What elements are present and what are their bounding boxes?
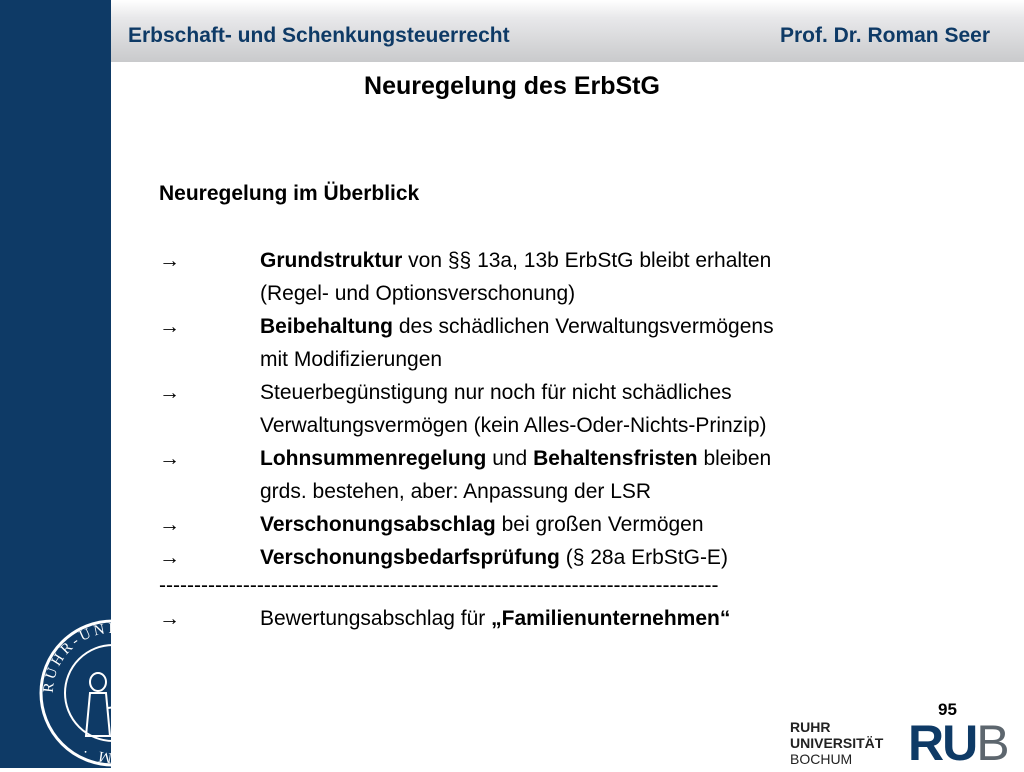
university-seal-icon bbox=[38, 618, 188, 768]
item-bold: Grundstruktur bbox=[260, 249, 403, 272]
item-text: und bbox=[486, 447, 534, 470]
arrow-icon: → bbox=[159, 513, 180, 536]
wordmark-line: UNIVERSITÄT bbox=[790, 735, 884, 751]
item-line2: grds. bestehen, aber: Anpassung der LSR bbox=[260, 480, 652, 503]
arrow-icon: → bbox=[159, 249, 180, 272]
item-bold: Lohnsummenregelung bbox=[260, 447, 487, 470]
item-line2: (Regel- und Optionsverschonung) bbox=[260, 282, 576, 305]
item-text: bleiben bbox=[697, 447, 772, 470]
item-bold: Verschonungsabschlag bbox=[260, 513, 496, 536]
logo-b: B bbox=[976, 715, 1008, 771]
list-item bbox=[159, 442, 919, 508]
item-text: des schädlichen Verwaltungsvermögens bbox=[393, 315, 774, 338]
item-text: Bewertungsabschlag für bbox=[260, 607, 492, 630]
item-line2: Verwaltungsvermögen (kein Alles-Oder-Nichts-Prinzip) bbox=[260, 414, 767, 437]
item-text: von §§ 13a, 13b ErbStG bleibt erhalten bbox=[402, 249, 772, 272]
list-item bbox=[159, 376, 919, 442]
item-bold: „Familienunternehmen“ bbox=[491, 607, 731, 630]
arrow-icon: → bbox=[159, 381, 180, 404]
header-course-title: Erbschaft- und Schenkungsteuerrecht bbox=[128, 24, 510, 47]
page-number: 95 bbox=[938, 700, 957, 719]
logo-ru: RU bbox=[908, 715, 977, 771]
slide-title: Neuregelung des ErbStG bbox=[364, 72, 660, 100]
list-item bbox=[159, 508, 919, 541]
arrow-icon: → bbox=[159, 546, 180, 569]
wordmark-line: RUHR bbox=[790, 719, 831, 735]
wordmark-line: BOCHUM bbox=[790, 751, 853, 767]
header-author: Prof. Dr. Roman Seer bbox=[779, 24, 990, 47]
item-text: bei großen Vermögen bbox=[495, 513, 704, 536]
seal-lettering: RUHR-UNIVERSITÄT · BOCHUM · bbox=[40, 620, 186, 766]
item-text: Steuerbegünstigung nur noch für nicht schädliches bbox=[260, 381, 732, 404]
list-item bbox=[159, 310, 919, 376]
item-line2: mit Modifizierungen bbox=[260, 348, 443, 371]
slide-subtitle: Neuregelung im Überblick bbox=[159, 182, 420, 205]
list-item bbox=[159, 541, 919, 574]
arrow-icon: → bbox=[159, 315, 180, 338]
bullet-list bbox=[159, 244, 919, 635]
list-item bbox=[159, 602, 919, 635]
item-bold: Behaltensfristen bbox=[533, 447, 698, 470]
item-bold: Beibehaltung bbox=[260, 315, 394, 338]
dashed-divider: -------------------------------------------------------------------------------- bbox=[159, 574, 719, 597]
item-bold: Verschonungsbedarfsprüfung bbox=[260, 546, 560, 569]
university-wordmark bbox=[790, 719, 883, 767]
list-item bbox=[159, 244, 919, 310]
item-text: (§ 28a ErbStG-E) bbox=[559, 546, 728, 569]
rub-logo bbox=[908, 714, 1008, 772]
arrow-icon: → bbox=[159, 607, 180, 630]
arrow-icon: → bbox=[159, 447, 180, 470]
